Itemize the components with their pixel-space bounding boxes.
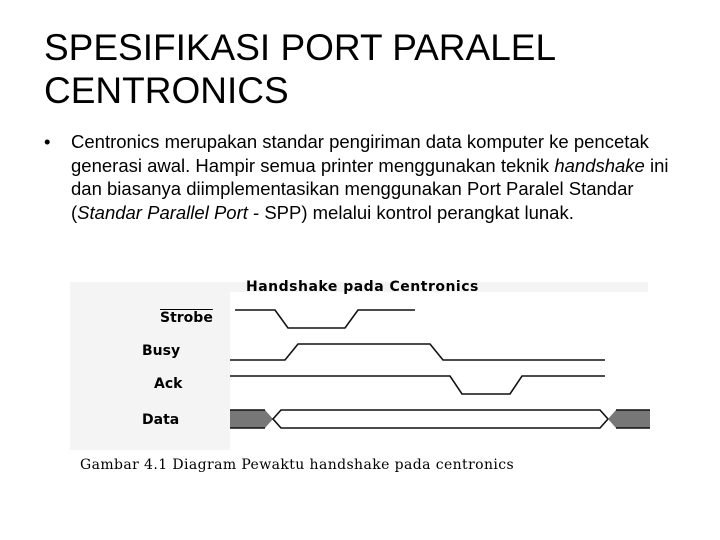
slide-title: SPESIFIKASI PORT PARALEL CENTRONICS xyxy=(44,27,555,111)
timing-diagram-figure xyxy=(70,272,650,482)
bullet-marker: • xyxy=(44,131,51,152)
ack-label: Ack xyxy=(154,376,183,392)
data-waveform xyxy=(230,410,650,428)
bullet-text-italic: handshake xyxy=(554,154,645,176)
busy-label: Busy xyxy=(142,343,181,359)
bullet-text-part: ini dan biasanya diimplementasikan menggunakan Port Paralel Standar ( xyxy=(71,154,669,223)
figure-caption: Gambar 4.1 Diagram Pewaktu handshake pada centronics xyxy=(80,457,515,473)
bullet-text-italic: Standar Parallel Port xyxy=(77,201,248,223)
bullet-text-part: - SPP) melalui kontrol perangkat lunak. xyxy=(247,201,574,223)
bullet-text xyxy=(71,130,671,224)
bullet-text-part: Centronics merupakan standar pengiriman data komputer ke pencetak generasi awal. Hampir semua printer menggunakan teknik xyxy=(71,131,649,176)
data-label: Data xyxy=(142,412,180,428)
strobe-label: Strobe xyxy=(160,310,213,326)
figure-title: Handshake pada Centronics xyxy=(246,279,479,295)
